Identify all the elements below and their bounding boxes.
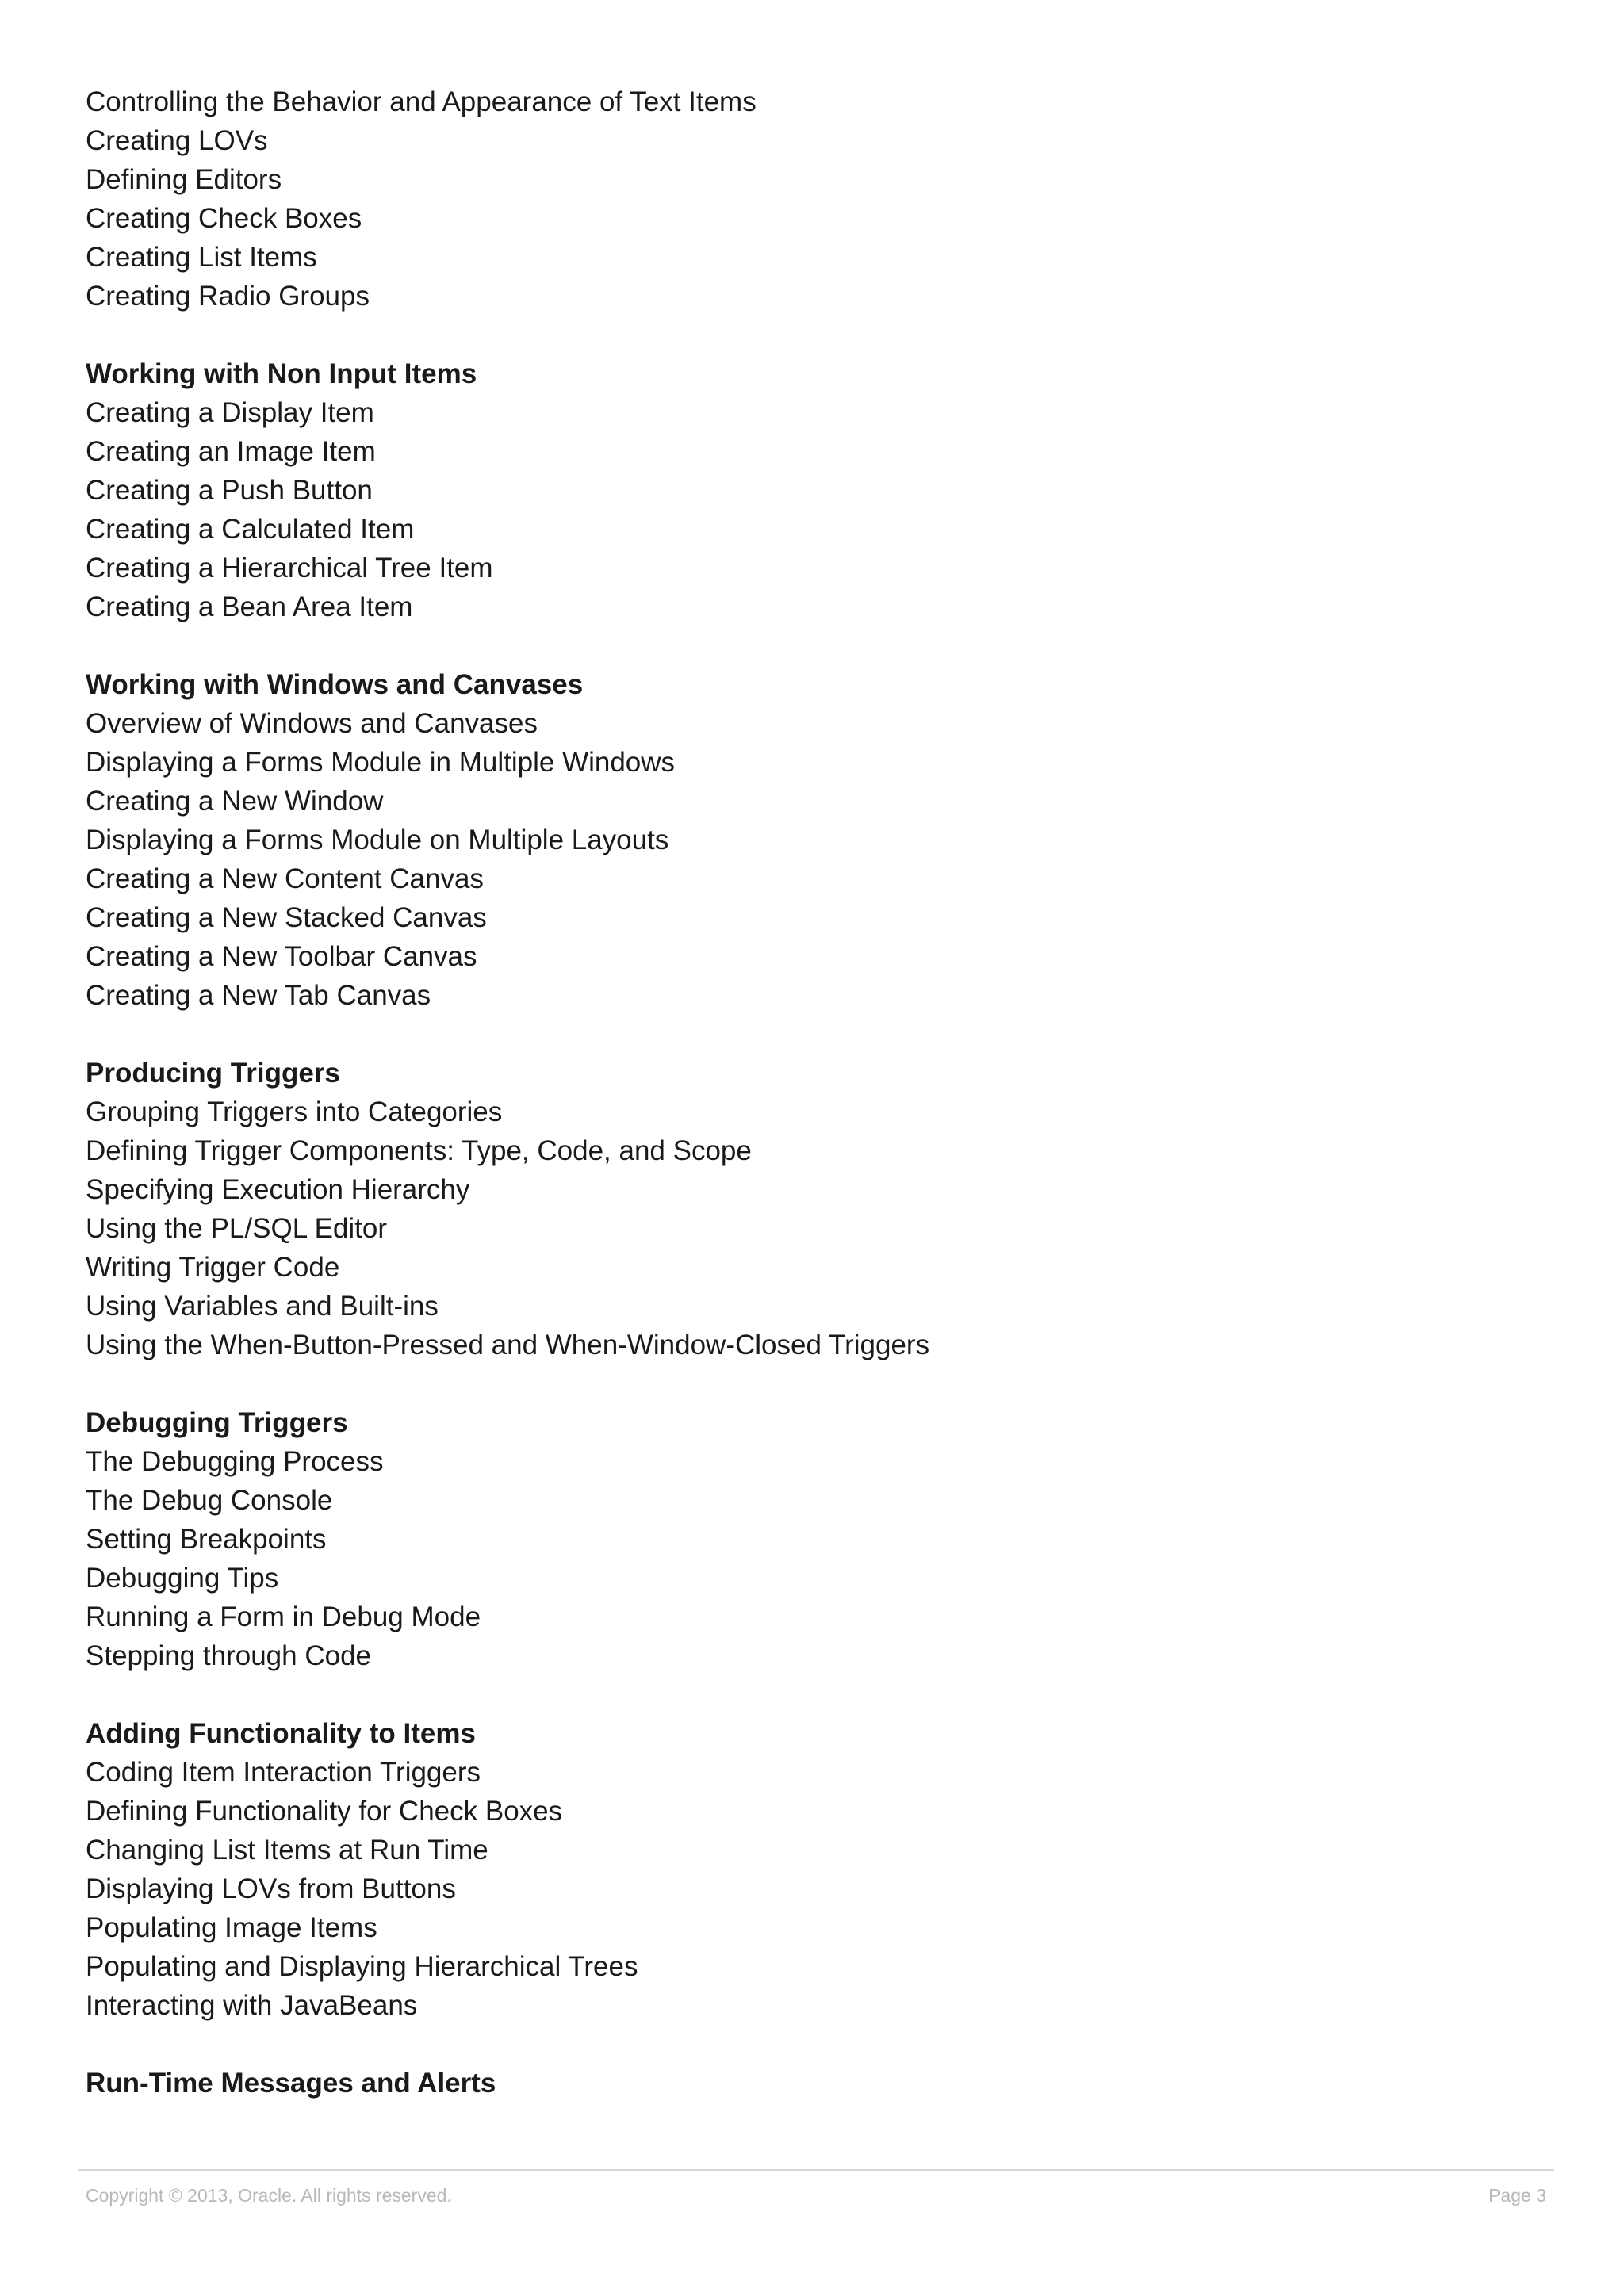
toc-entry: Creating Radio Groups [86, 281, 370, 312]
section-heading: Producing Triggers [86, 1058, 340, 1089]
toc-entry: Creating a Calculated Item [86, 514, 415, 545]
toc-entry: Coding Item Interaction Triggers [86, 1757, 481, 1788]
toc-entry: Creating a Display Item [86, 397, 374, 428]
toc-entry: Using the When-Button-Pressed and When-Window-Closed Triggers [86, 1330, 930, 1360]
toc-entry: Specifying Execution Hierarchy [86, 1174, 470, 1205]
toc-entry: Changing List Items at Run Time [86, 1835, 488, 1866]
toc-entry: Running a Form in Debug Mode [86, 1601, 481, 1632]
toc-entry: Creating Check Boxes [86, 203, 362, 234]
toc-entry: Writing Trigger Code [86, 1252, 340, 1283]
section-heading: Working with Non Input Items [86, 358, 477, 389]
toc-entry: Creating a New Window [86, 786, 384, 817]
section-heading: Debugging Triggers [86, 1407, 348, 1438]
section-heading: Run-Time Messages and Alerts [86, 2068, 496, 2099]
toc-entry: Displaying a Forms Module in Multiple Windows [86, 747, 676, 778]
copyright-notice: Copyright © 2013, Oracle. All rights reserved. [86, 2185, 452, 2206]
toc-entry: Defining Editors [86, 164, 282, 195]
toc-entry: Setting Breakpoints [86, 1524, 327, 1555]
document-body [86, 82, 1529, 2103]
toc-entry: Creating a New Toolbar Canvas [86, 941, 477, 972]
toc-entry: Creating a New Content Canvas [86, 863, 484, 894]
toc-entry: Populating and Displaying Hierarchical Trees [86, 1951, 638, 1982]
toc-entry: The Debugging Process [86, 1446, 384, 1477]
section-heading: Working with Windows and Canvases [86, 669, 584, 700]
toc-entry: Grouping Triggers into Categories [86, 1096, 503, 1127]
toc-entry: Creating a New Tab Canvas [86, 980, 431, 1011]
toc-entry: Using Variables and Built-ins [86, 1291, 439, 1322]
toc-section [86, 665, 1529, 1015]
toc-entry: Creating List Items [86, 242, 317, 273]
page-number: Page 3 [1488, 2185, 1546, 2206]
toc-section [86, 354, 1529, 626]
toc-entry: Creating a Hierarchical Tree Item [86, 553, 493, 584]
toc-entry: Creating a Push Button [86, 475, 373, 506]
toc-entry: Defining Functionality for Check Boxes [86, 1796, 563, 1827]
toc-entry: Stepping through Code [86, 1640, 371, 1671]
toc-entry: Displaying LOVs from Buttons [86, 1873, 456, 1904]
toc-entry: Creating an Image Item [86, 436, 376, 467]
toc-entry: Creating a New Stacked Canvas [86, 902, 487, 933]
toc-entry: Controlling the Behavior and Appearance of Text Items [86, 86, 756, 117]
toc-entry: The Debug Console [86, 1485, 333, 1516]
toc-section [86, 1403, 1529, 1675]
toc-section [86, 2064, 1529, 2103]
toc-entry: Creating LOVs [86, 125, 268, 156]
toc-section [86, 1054, 1529, 1364]
toc-entry: Creating a Bean Area Item [86, 591, 413, 622]
toc-entry: Interacting with JavaBeans [86, 1990, 418, 2021]
toc-entry: Displaying a Forms Module on Multiple Layouts [86, 825, 669, 855]
toc-entry: Using the PL/SQL Editor [86, 1213, 388, 1244]
page-footer [78, 2169, 1554, 2206]
toc-section [86, 1714, 1529, 2025]
toc-section [86, 82, 1529, 316]
toc-entry: Defining Trigger Components: Type, Code, and Scope [86, 1135, 752, 1166]
toc-entry: Populating Image Items [86, 1912, 377, 1943]
toc-entry: Overview of Windows and Canvases [86, 708, 538, 739]
toc-entry: Debugging Tips [86, 1563, 279, 1594]
section-heading: Adding Functionality to Items [86, 1718, 476, 1749]
